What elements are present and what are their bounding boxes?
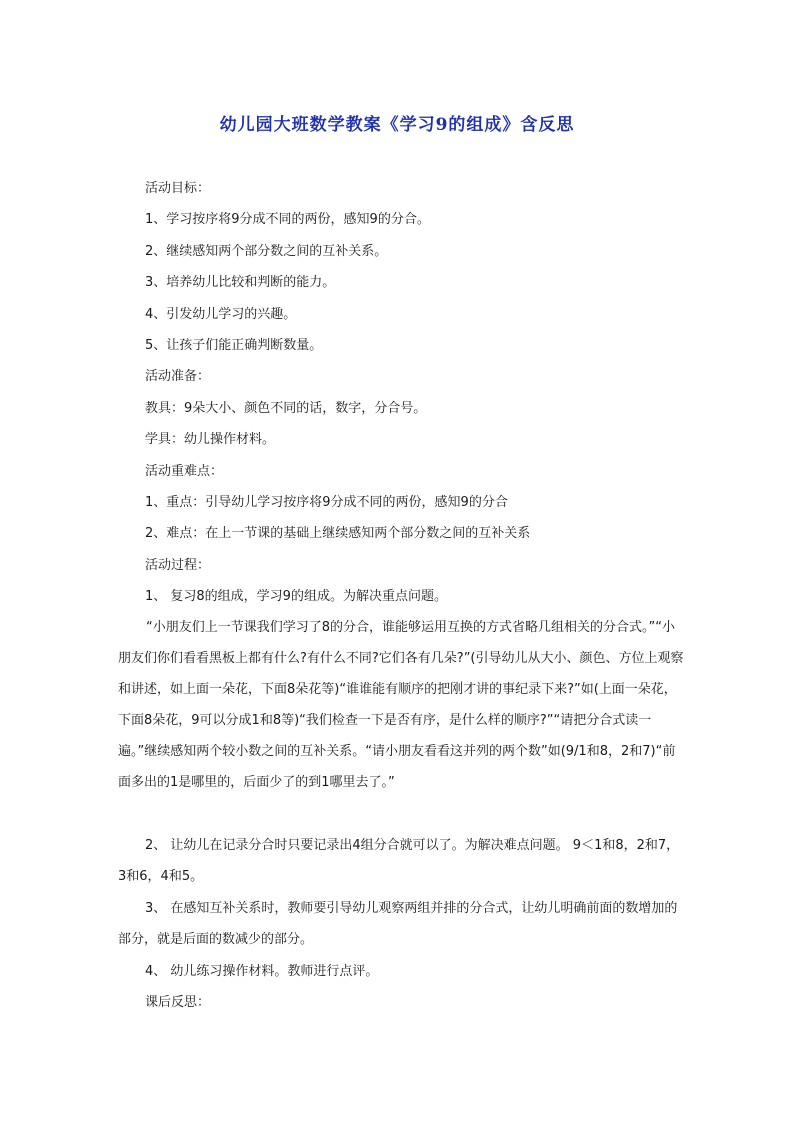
key-point: 2、难点：在上一节课的基础上继续感知两个部分数之间的互补关系 (145, 526, 531, 541)
process-step-3: 3、 在感知互补关系时，教师要引导幼儿观察两组并排的分合式，让幼儿明确前面的数增加的部分，就是后面的数减少的部分。 (118, 901, 678, 947)
prep-heading: 活动准备： (145, 369, 211, 384)
key-heading: 活动重难点： (145, 464, 224, 479)
goal-item: 4、引发幼儿学习的兴趣。 (145, 307, 297, 322)
document-title: 幼儿园大班数学教案《学习9的组成》含反思 (219, 115, 575, 135)
process-step-1: 1、 复习8的组成，学习9的组成。为解决重点问题。 (145, 589, 447, 604)
process-step-2: 2、 让幼儿在记录分合时只要记录出4组分合就可以了。为解决难点问题。 9＜1和8，2和7，3和6，4和5。 (118, 838, 680, 884)
goal-item: 2、继续感知两个部分数之间的互补关系。 (145, 244, 388, 259)
process-step-1-detail: “小朋友们上一节课我们学习了8的分合，谁能够运用互换的方式省略几组相关的分合式。”“小朋友们你们看看黑板上都有什么?有什么不同?它们各有几朵?”(引导幼儿从大小、颜色、方位上观察和讲述，如上面一朵花，下面8朵花等)“谁谁能有顺序的把刚才讲的事纪录下来?”如(上面一朵花，下面8朵花，9可以分成1和8等)“我们检查一下是否有序，是什么样的顺序?”“请把分合式读一遍。”继续感知两个较小数之间的互补关系。“请小朋友看看这并列的两个数”如(9/1和8，2和7)“前面多出的1是哪里的，后面少了的到1哪里去了。” (118, 620, 684, 790)
goals-heading: 活动目标： (145, 181, 211, 196)
goal-item: 3、培养幼儿比较和判断的能力。 (145, 275, 336, 290)
process-heading: 活动过程： (145, 558, 211, 573)
key-point: 1、重点：引导幼儿学习按序将9分成不同的两份，感知9的分合 (145, 495, 508, 510)
prep-teacher: 教具：9朵大小、颜色不同的话，数字，分合号。 (145, 401, 427, 416)
goal-item: 5、让孩子们能正确判断数量。 (145, 338, 323, 353)
process-step-4: 4、 幼儿练习操作材料。教师进行点评。 (145, 964, 379, 979)
goal-item: 1、学习按序将9分成不同的两份，感知9的分合。 (145, 212, 430, 227)
prep-student: 学具：幼儿操作材料。 (145, 432, 276, 447)
reflection-heading: 课后反思： (145, 995, 211, 1010)
